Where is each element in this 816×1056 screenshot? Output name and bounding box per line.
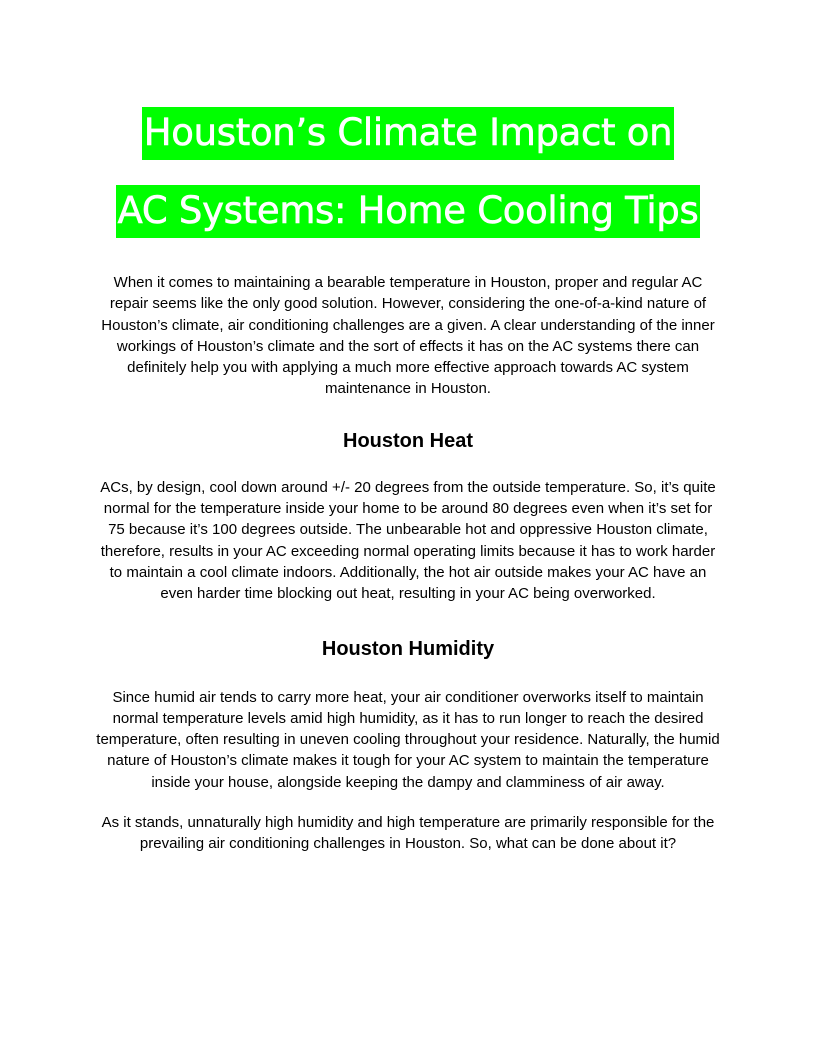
- document-page: [96, 94, 720, 855]
- closing-paragraph: As it stands, unnaturally high humidity and high temperature are primarily responsible for the prevailing air conditioning challenges in Houston. So, what can be done about it?: [101, 814, 715, 853]
- section-paragraph-heat: ACs, by design, cool down around +/- 20 degrees from the outside temperature. So, it’s quite normal for the temperature inside your home to be around 80 degrees even when it’s set for 75 because it’s 100 degrees outside. The unbearable hot and oppressive Houston climate, therefore, results in your AC exceeding normal operating limits because it has to work harder to maintain a cool climate indoors. Additionally, the hot air outside makes your AC have an even harder time blocking out heat, resulting in your AC being overworked.: [100, 478, 716, 603]
- title-line-2: AC Systems: Home Cooling Tips: [116, 185, 701, 238]
- section-heading-humidity: Houston Humidity: [321, 637, 495, 660]
- intro-paragraph: When it comes to maintaining a bearable temperature in Houston, proper and regular AC repair seems like the only good solution. However, considering the one-of-a-kind nature of Houston’s climate, air conditioning challenges are a given. A clear understanding of the inner workings of Houston’s climate and the sort of effects it has on the AC systems there can definitely help you with applying a much more effective approach towards AC system maintenance in Houston.: [101, 274, 715, 398]
- document-title: [96, 94, 720, 250]
- section-heading-heat: Houston Heat: [343, 429, 473, 452]
- section-paragraph-humidity: Since humid air tends to carry more heat, your air conditioner overworks itself to maintain normal temperature levels amid high humidity, as it has to run longer to reach the desired temperature, often resulting in uneven cooling throughout your residence. Naturally, the humid nature of Houston’s climate makes it tough for your AC system to maintain the temperature inside your house, alongside keeping the dampy and clamminess of air away.: [96, 688, 720, 791]
- title-line-1: Houston’s Climate Impact on: [142, 107, 674, 160]
